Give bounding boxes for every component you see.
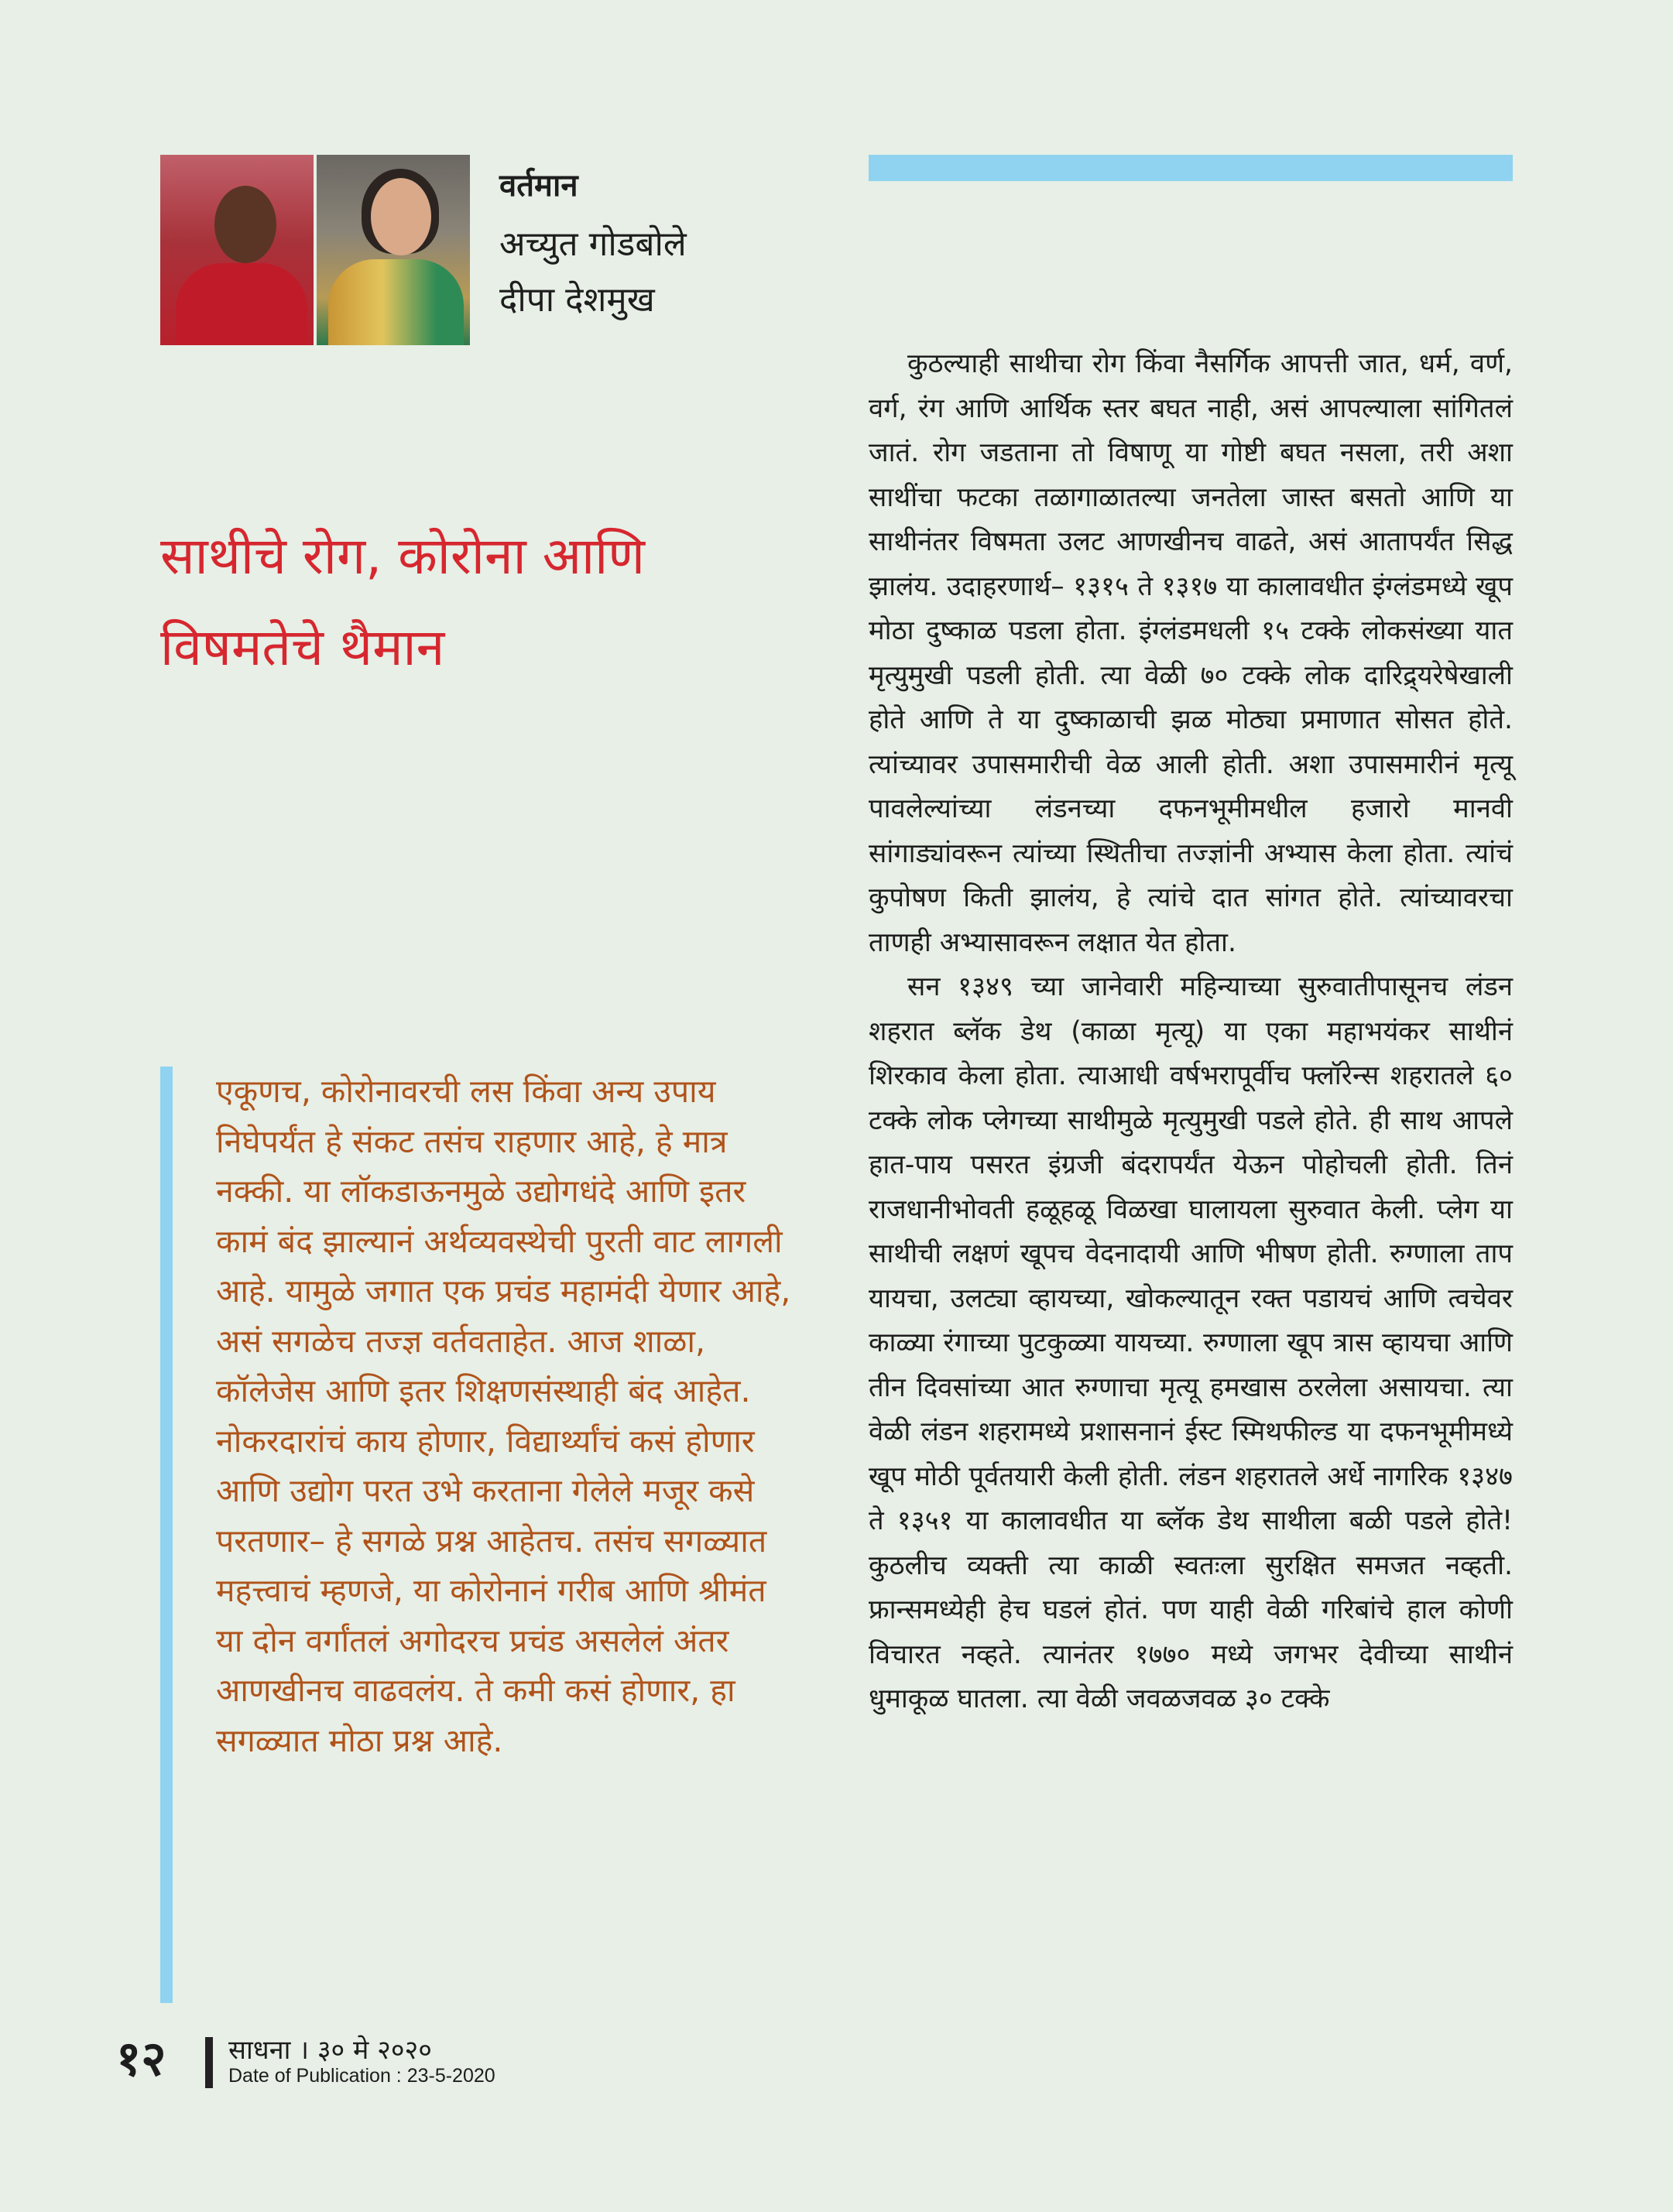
body-paragraph: सन १३४९ च्या जानेवारी महिन्याच्या सुरुवातीपासूनच लंडन शहरात ब्लॅक डेथ (काळा मृत्यू) या एका महाभयंकर साथीनं शिरकाव केला होता. त्याआधी वर्षभरापूर्वीच फ्लॉरेन्स शहरातले ६० टक्के लोक प्लेगच्या साथीमुळे मृत्युमुखी पडले होते. ही साथ आपले हात-पाय पसरत इंग्रजी बंदरापर्यंत येऊन पोहोचली होती. तिनं राजधानीभोवती हळूहळू विळखा घालायला सुरुवात केली. प्लेग या साथीची लक्षणं खूपच वेदनादायी आणि भीषण होती. रुग्णाला ताप यायचा, उलट्या व्हायच्या, खोकल्यातून रक्त पडायचं आणि त्वचेवर काळ्या रंगाच्या पुटकुळ्या यायच्या. रुग्णाला खूप त्रास व्हायचा आणि तीन दिवसांच्या आत रुग्णाचा मृत्यू हमखास ठरलेला असायचा. त्या वेळी लंडन शहरामध्ये प्रशासनानं ईस्ट स्मिथफील्ड या दफनभूमीमध्ये खूप मोठी पूर्वतयारी केली होती. लंडन शहरातले अर्धे नागरिक १३४७ ते १३५१ या कालावधीत या ब्लॅक डेथ साथीला बळी पडले होते! कुठलीच व्यक्ती त्या काळी स्वतःला सुरक्षित समजत नव्हती. फ्रान्समध्येही हेच घडलं होतं. पण याही वेळी गरिबांचे हाल कोणी विचारत नव्हते. त्यानंतर १७७० मध्ये जगभर देवीच्या साथीनं धुमाकूळ घातला. त्या वेळी जवळजवळ ३० टक्के <box>869 971 1513 1714</box>
title-line: साथीचे रोग, कोरोना आणि <box>160 526 645 586</box>
author-name: अच्युत गोडबोले <box>499 224 687 264</box>
article-body <box>869 342 1513 1722</box>
byline <box>499 163 687 330</box>
footer-divider <box>205 2037 213 2088</box>
author-name: दीपा देशमुख <box>499 280 655 320</box>
body-paragraph: कुठल्याही साथीचा रोग किंवा नैसर्गिक आपत्ती जात, धर्म, वर्ण, वर्ग, रंग आणि आर्थिक स्तर बघत नाही, असं आपल्याला सांगितलं जातं. रोग जडताना तो विषाणू या गोष्टी बघत नसला, तरी अशा साथींचा फटका तळागाळातल्या जनतेला जास्त बसतो आणि या साथीनंतर विषमता उलट आणखीनच वाढते, असं आतापर्यंत सिद्ध झालंय. उदाहरणार्थ– १३१५ ते १३१७ या कालावधीत इंग्लंडमध्ये खूप मोठा दुष्काळ पडला होता. इंग्लंडमधली १५ टक्के लोकसंख्या यात मृत्युमुखी पडली होती. त्या वेळी ७० टक्के लोक दारिद्र्यरेषेखाली होते आणि ते या दुष्काळाची झळ मोठ्या प्रमाणात सोसत होते. त्यांच्यावर उपासमारीची वेळ आली होती. अशा उपासमारीनं मृत्यू पावलेल्यांच्या लंडनच्या दफनभूमीमधील हजारो मानवी सांगाड्यांवरून त्यांच्या स्थितीचा तज्ज्ञांनी अभ्यास केला होता. त्यांचं कुपोषण किती झालंय, हे त्यांचे दात सांगत होते. त्यांच्यावरचा ताणही अभ्यासावरून लक्षात येत होता. <box>869 348 1513 958</box>
pull-quote-text: एकूणच, कोरोनावरची लस किंवा अन्य उपाय निघेपर्यंत हे संकट तसंच राहणार आहे, हे मात्र नक्की. या लॉकडाऊनमुळे उद्योगधंदे आणि इतर कामं बंद झाल्यानं अर्थव्यवस्थेची पुरती वाट लागली आहे. यामुळे जगात एक प्रचंड महामंदी येणार आहे, असं सगळेच तज्ज्ञ वर्तवताहेत. आज शाळा, कॉलेजेस आणि इतर शिक्षणसंस्थाही बंद आहेत. नोकरदारांचं काय होणार, विद्यार्थ्यांचं कसं होणार आणि उद्योग परत उभे करताना गेलेले मजूर कसे परतणार– हे सगळे प्रश्न आहेतच. तसंच सगळ्यात महत्त्वाचं म्हणजे, या कोरोनानं गरीब आणि श्रीमंत या दोन वर्गांतलं अगोदरच प्रचंड असलेलं अंतर आणखीनच वाढवलंय. ते कमी कसं होणार, हा सगळ्यात मोठा प्रश्न आहे. <box>216 1073 791 1759</box>
pull-quote <box>160 1067 795 2003</box>
page-number: १२ <box>116 2030 166 2087</box>
publication-date: Date of Publication : 23-5-2020 <box>228 2065 495 2087</box>
title-line: विषमतेचे थैमान <box>160 618 445 677</box>
author-photos <box>160 155 470 345</box>
author-photo-achyut <box>160 155 314 345</box>
column-label: वर्तमान <box>499 168 578 204</box>
author-photo-deepa <box>317 155 470 345</box>
article-title <box>160 511 780 693</box>
magazine-issue: साधना । ३० मे २०२० <box>228 2035 432 2066</box>
accent-bar <box>869 155 1513 181</box>
